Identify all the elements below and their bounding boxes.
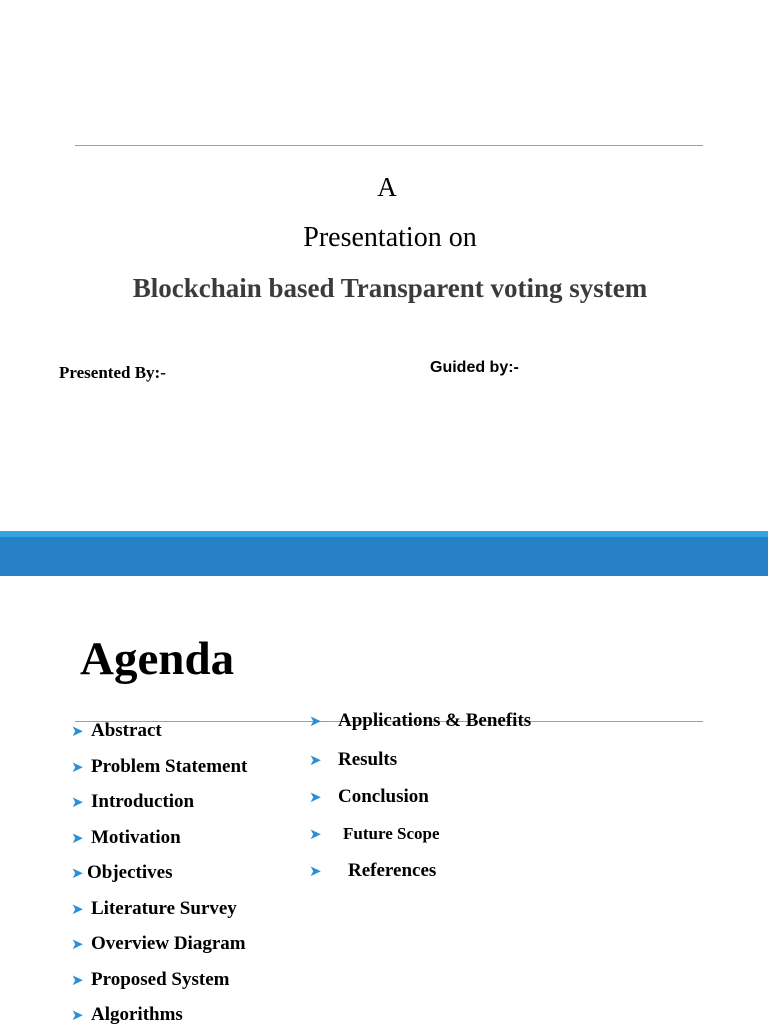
arrow-right-icon: ➤ [309,825,322,843]
agenda-item [71,1005,183,1024]
arrow-right-icon: ➤ [309,788,322,806]
agenda-item-label: Motivation [91,827,181,848]
arrow-right-icon: ➤ [71,829,84,847]
agenda-item [71,792,194,811]
agenda-item-label: Future Scope [343,824,440,843]
arrow-right-icon: ➤ [71,758,84,776]
arrow-right-icon: ➤ [71,793,84,811]
presentation-title: Blockchain based Transparent voting system [132,273,648,303]
line-a: A [377,172,397,202]
agenda-item [71,721,162,740]
title-rule [75,145,703,146]
agenda-item [71,863,172,882]
slide-divider [0,531,768,576]
agenda-slide [0,576,768,1024]
agenda-item-label: Proposed System [91,969,230,990]
arrow-right-icon: ➤ [71,722,84,740]
divider-strip [0,531,768,537]
presented-by-label: Presented By:- [59,363,166,382]
arrow-right-icon: ➤ [71,1006,84,1024]
arrow-right-icon: ➤ [309,862,322,880]
agenda-item-label: Abstract [91,720,162,741]
agenda-item [71,828,181,847]
agenda-item [309,861,436,880]
agenda-item [309,825,440,842]
agenda-item-label: Literature Survey [91,898,237,919]
arrow-right-icon: ➤ [71,935,84,953]
arrow-right-icon: ➤ [309,712,322,730]
agenda-item [309,787,429,806]
agenda-item [309,750,397,769]
agenda-item-label: Objectives [87,862,173,883]
agenda-item [71,970,229,989]
agenda-item-label: Introduction [91,791,195,812]
agenda-item-label: Problem Statement [91,756,248,777]
agenda-heading: Agenda [80,633,235,685]
guided-by-label: Guided by:- [430,359,519,376]
agenda-item [71,757,247,776]
arrow-right-icon: ➤ [71,900,84,918]
agenda-item-label: Overview Diagram [91,933,246,954]
agenda-item-label: Algorithms [91,1004,183,1025]
arrow-right-icon: ➤ [71,864,84,882]
agenda-item-label: References [348,860,437,881]
agenda-item-label: Conclusion [338,786,429,807]
agenda-item [71,899,237,918]
agenda-item [309,711,531,730]
arrow-right-icon: ➤ [309,751,322,769]
agenda-item-label: Results [338,749,398,770]
agenda-item-label: Applications & Benefits [338,710,532,731]
agenda-item [71,934,246,953]
arrow-right-icon: ➤ [71,971,84,989]
line-presentation-on: Presentation on [303,222,477,253]
